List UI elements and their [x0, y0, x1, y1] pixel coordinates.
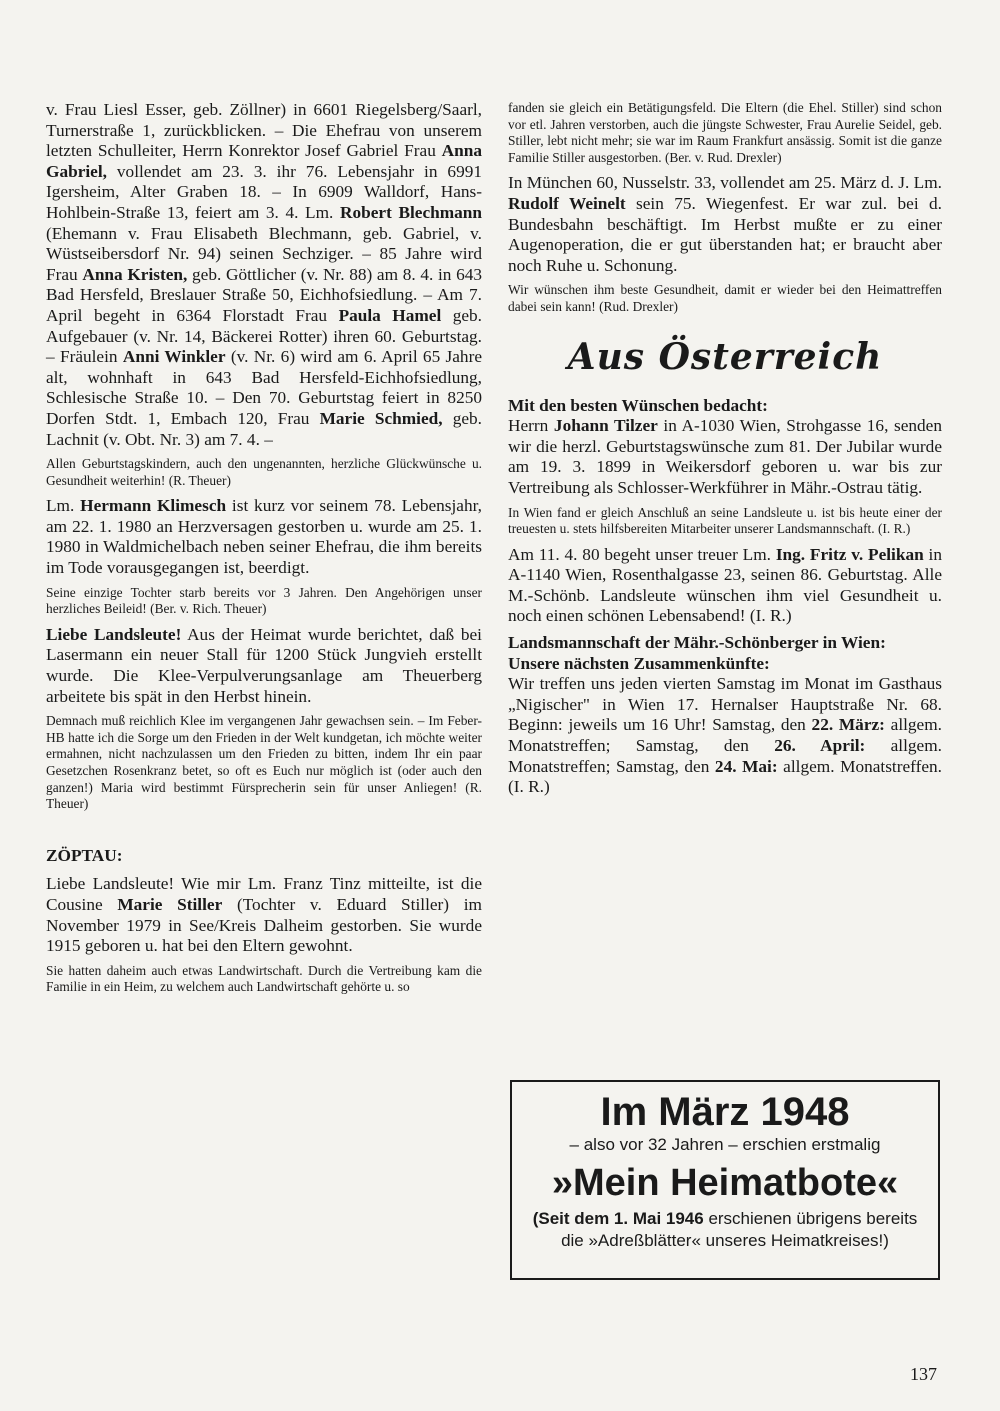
right-column	[508, 100, 942, 804]
spacer	[46, 820, 482, 846]
obituary-note: Seine einzige Tochter starb bereits vor 3 Jahren. Den Angehörigen unser herzliches Beileid! (Ber. v. Rich. Theuer)	[46, 584, 482, 617]
homeland-news: Liebe Landsleute! Aus der Heimat wurde berichtet, daß bei Lasermann ein neuer Stall für 1200 Stück Jungvieh erstellt wurde. Die Klee-Verpulverungsanlage am Theuerberg arbeitete bis spät in den Herbst hinein.	[46, 624, 482, 706]
spacer	[46, 866, 482, 874]
ad-body: (Seit dem 1. Mai 1946 erschienen übrigens bereits die »Adreßblätter« unseres Heimatkreises!)	[532, 1209, 918, 1250]
section-title-austria: Aus Österreich	[567, 335, 883, 378]
tilzer-note: In Wien fand er gleich Anschluß an seine Landsleute u. ist bis heute einer der treuesten u. stets hilfsbereiten Mitarbeiter unserer Landsmannschaft. (I. R.)	[508, 504, 942, 537]
wishes-heading: Mit den besten Wünschen bedacht:	[508, 395, 768, 415]
homeland-news-note: Demnach muß reichlich Klee im vergangenen Jahr gewachsen sein. – Im Feber-HB hatte ich die Sorge um den Frieden in der Welt kundgetan, ich möchte weiter ermahnen, nicht nachzulassen um den Frieden zu bitten, indem Ihr ein paar Gesetzchen Rosenkranz betet, so oft es Euch nur möglich ist (oder auch den ganzen!) Maria wird bestimmt Fürsprecherin sein für unser Anliegen! (R. Theuer)	[46, 713, 482, 812]
stiller-note: Sie hatten daheim auch etwas Landwirtschaft. Durch die Vertreibung kam die Familie in ein Heim, zu welchem auch Landwirtschaft gehörte u. so	[46, 962, 482, 995]
birthday-weinelt: In München 60, Nusselstr. 33, vollendet am 25. März d. J. Lm. Rudolf Weinelt sein 75. Wiegenfest. Er war zul. bei d. Bundesbahn beschäftigt. Im Herbst mußte er zu einer Augenoperation, die er gut überstanden hat; er braucht aber noch Ruhe u. Schonung.	[508, 173, 942, 275]
ad-subtitle: – also vor 32 Jahren – erschien erstmalig	[569, 1135, 881, 1154]
birthday-greeting: Allen Geburtstagskindern, auch den ungenannten, herzliche Glückwünsche u. Gesundheit weiterhin! (R. Theuer)	[46, 456, 482, 488]
zoeptau-heading: ZÖPTAU:	[46, 845, 123, 865]
meetings-schedule: Wir treffen uns jeden vierten Samstag im Monat im Gasthaus „Nigischer" in Wien 17. Hernalser Hauptstraße Nr. 68. Beginn: jeweils um 16 Uhr! Samstag, den 22. März: allgem. Monatstreffen; Samstag, den 26. April: allgem. Monatstreffen; Samstag, den 24. Mai: allgem. Monatstreffen. (I. R.)	[508, 674, 942, 797]
ad-title: Im März 1948	[600, 1090, 850, 1134]
stiller-note-continued: fanden sie gleich ein Betätigungsfeld. Die Eltern (die Ehel. Stiller) sind schon vor etl. Jahren verstorben, auch die jüngste Schwester, Frau Aurelie Seidel, geb. Stiller, lebt nicht mehr; sie war im Raum Frankfurt ansässig. Somit ist die ganze Familie Stiller ausgestorben. (Ber. v. Rud. Drexler)	[508, 100, 942, 165]
heimatbote-announcement-box	[510, 1080, 940, 1280]
weinelt-note: Wir wünschen ihm beste Gesundheit, damit er wieder bei den Heimattreffen dabei sein kann! (Rud. Drexler)	[508, 282, 942, 314]
ad-publication-name: »Mein Heimatbote«	[551, 1162, 899, 1204]
birthday-pelikan: Am 11. 4. 80 begeht unser treuer Lm. Ing. Fritz v. Pelikan in A-1140 Wien, Rosenthalgasse 23, seinen 86. Geburtstag. Alle M.-Schönb. Landsleute wünschen ihm viel Gesundheit u. noch einen schönen Lebensabend! (I. R.)	[508, 544, 942, 626]
obituary-klimesch: Lm. Hermann Klimesch ist kurz vor seinem 78. Lebensjahr, am 22. 1. 1980 an Herzversagen gestorben u. wurde am 25. 1. 1980 in Waldmichelbach neben seiner Ehefrau, die ihm bereits im Tode vorausgegangen ist, beerdigt.	[46, 496, 482, 578]
birthday-announcements: v. Frau Liesl Esser, geb. Zöllner) in 6601 Riegelsberg/Saarl, Turnerstraße 1, zurückblicken. – Die Ehefrau von unserem letzten Schulleiter, Herrn Konrektor Josef Gabriel Frau Anna Gabriel, vollendet am 23. 3. ihr 76. Lebensjahr in 6991 Igersheim, Alter Graben 18. – In 6909 Walldorf, Hans-Hohlbein-Straße 13, feiert am 3. 4. Lm. Robert Blechmann (Ehemann v. Frau Elisabeth Blechmann, geb. Gabriel, v. Wüstseibersdorf Nr. 94) seinen Sechziger. – 85 Jahre wird Frau Anna Kristen, geb. Göttlicher (v. Nr. 88) am 8. 4. in 643 Bad Hersfeld, Breslauer Straße 50, Eichhofsiedlung. – Am 7. April begeht in 6364 Florstadt Frau Paula Hamel geb. Aufgebauer (v. Nr. 14, Bäckerei Rotter) ihren 60. Geburtstag. – Fräulein Anni Winkler (v. Nr. 6) wird am 6. April 65 Jahre alt, wohnhaft in 643 Bad Hersfeld-Eichhofsiedlung, Schlesische Straße 10. – Den 70. Geburtstag feiert in 8250 Dorfen Stdt. 1, Embach 120, Frau Marie Schmied, geb. Lachnit (v. Obt. Nr. 3) am 7. 4. –	[46, 100, 483, 449]
landsmannschaft-heading: Landsmannschaft der Mähr.-Schönberger in Wien:	[508, 633, 886, 653]
page-number: 137	[910, 1364, 937, 1384]
meetings-heading: Unsere nächsten Zusammenkünfte:	[508, 653, 770, 673]
obituary-stiller: Liebe Landsleute! Wie mir Lm. Franz Tinz mitteilte, ist die Cousine Marie Stiller (Tochter v. Eduard Stiller) im November 1979 in See/Kreis Dalheim gestorben. Sie wurde 1915 geboren u. hat bei den Eltern gewohnt.	[46, 874, 482, 956]
birthday-tilzer: Herrn Johann Tilzer in A-1030 Wien, Strohgasse 16, senden wir die herzl. Geburtstagswünsche zum 81. Der Jubilar wurde am 19. 3. 1899 in Weikersdorf geboren u. war bis zur Vertreibung als Schlosser-Werkführer in Mähr.-Ostrau tätig.	[508, 416, 942, 497]
left-column	[46, 100, 482, 1003]
